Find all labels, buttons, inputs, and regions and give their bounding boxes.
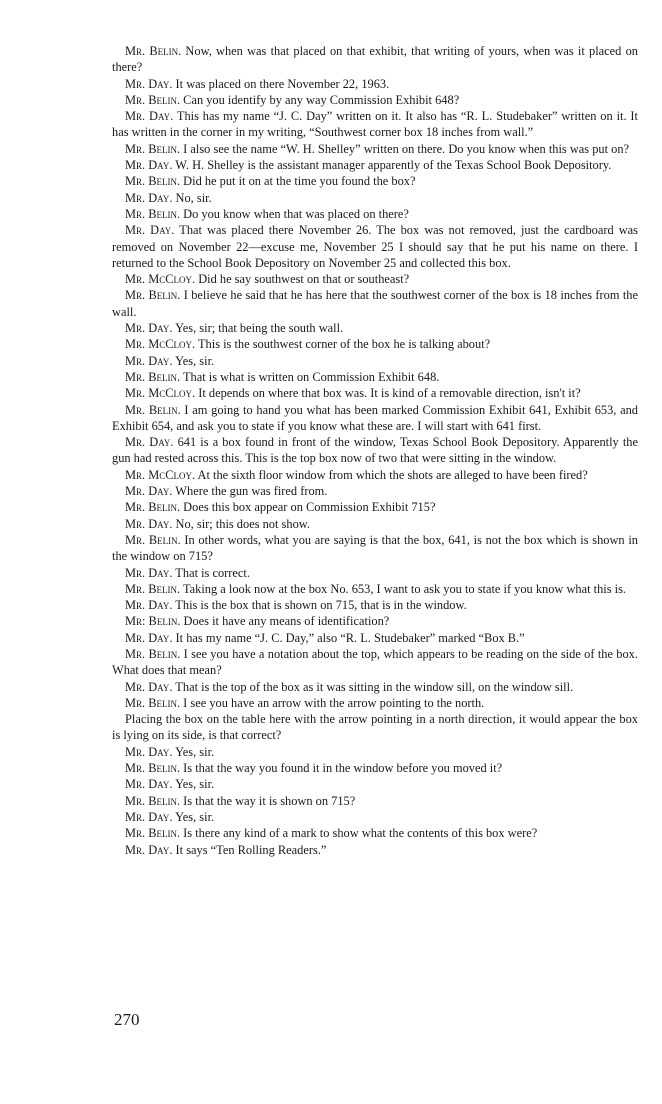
testimony-text: I am going to hand you what has been marked Commission Exhibit 641, Exhibit 653, and Exhibit 654, and ask you to state if you know what these are. I will start with 641 first. bbox=[112, 402, 638, 433]
transcript-paragraph bbox=[112, 613, 638, 629]
transcript-paragraph bbox=[112, 842, 638, 858]
transcript-paragraph bbox=[112, 206, 638, 222]
testimony-text: Did he put it on at the time you found the box? bbox=[180, 174, 416, 189]
transcript-paragraph bbox=[112, 402, 638, 435]
transcript-paragraph bbox=[112, 76, 638, 92]
testimony-text: Where the gun was fired from. bbox=[172, 484, 328, 499]
transcript-paragraph bbox=[112, 760, 638, 776]
transcript-paragraph bbox=[112, 434, 638, 467]
testimony-text: 641 is a box found in front of the window, Texas School Book Depository. Apparently the gun had rested across this. This is the top box now of two that were sitting in the window. bbox=[112, 435, 638, 466]
transcript-paragraph bbox=[112, 499, 638, 515]
speaker-name: Mr. Day. bbox=[125, 744, 173, 759]
transcript-paragraph bbox=[112, 776, 638, 792]
testimony-text: At the sixth floor window from which the shots are alleged to have been fired? bbox=[195, 467, 588, 482]
speaker-name: Mr. Belin. bbox=[125, 532, 181, 547]
speaker-name: Mr. Day. bbox=[125, 76, 173, 91]
speaker-name: Mr. Belin. bbox=[125, 402, 181, 417]
transcript-body bbox=[112, 43, 638, 858]
testimony-text: Is that the way it is shown on 715? bbox=[180, 793, 356, 808]
testimony-text: I see you have an arrow with the arrow pointing to the north. bbox=[180, 695, 485, 710]
speaker-name: Mr. Day. bbox=[125, 809, 173, 824]
testimony-text: This is the southwest corner of the box he is talking about? bbox=[195, 337, 491, 352]
testimony-text: Is there any kind of a mark to show what the contents of this box were? bbox=[180, 826, 538, 841]
speaker-name: Mr. McCloy. bbox=[125, 337, 196, 352]
speaker-name: Mr. Belin. bbox=[125, 793, 181, 808]
testimony-text: I also see the name “W. H. Shelley” written on there. Do you know when this was put on? bbox=[180, 141, 630, 156]
speaker-name: Mr. Day. bbox=[125, 190, 173, 205]
speaker-name: Mr. Belin. bbox=[125, 174, 181, 189]
testimony-text: That is what is written on Commission Exhibit 648. bbox=[180, 369, 440, 384]
transcript-paragraph bbox=[112, 222, 638, 271]
testimony-text: No, sir. bbox=[172, 190, 212, 205]
transcript-paragraph bbox=[112, 825, 638, 841]
speaker-name: Mr. Belin. bbox=[125, 500, 181, 515]
speaker-name: Mr. McCloy. bbox=[125, 272, 196, 287]
testimony-text: That is correct. bbox=[172, 565, 250, 580]
testimony-text: It has my name “J. C. Day,” also “R. L. Studebaker” marked “Box B.” bbox=[172, 630, 525, 645]
speaker-name: Mr. Day. bbox=[125, 109, 174, 124]
speaker-name: Mr. Belin. bbox=[125, 695, 181, 710]
testimony-text: That is the top of the box as it was sitting in the window sill, on the window sill. bbox=[172, 679, 574, 694]
transcript-paragraph bbox=[112, 630, 638, 646]
transcript-paragraph bbox=[112, 744, 638, 760]
speaker-name: Mr. Day. bbox=[125, 598, 173, 613]
speaker-name: Mr. Belin. bbox=[125, 288, 181, 303]
testimony-text: Placing the box on the table here with the arrow pointing in a north direction, it would appear the box is lying on its side, is that correct? bbox=[112, 712, 638, 743]
speaker-name: Mr. Day. bbox=[125, 223, 175, 238]
transcript-paragraph bbox=[112, 92, 638, 108]
testimony-text: Does this box appear on Commission Exhibit 715? bbox=[180, 500, 436, 515]
transcript-paragraph bbox=[112, 141, 638, 157]
testimony-text: It was placed on there November 22, 1963. bbox=[172, 76, 390, 91]
transcript-paragraph bbox=[112, 320, 638, 336]
testimony-text: This is the box that is shown on 715, that is in the window. bbox=[172, 598, 467, 613]
transcript-paragraph bbox=[112, 793, 638, 809]
speaker-name: Mr. Belin. bbox=[125, 92, 181, 107]
speaker-name: Mr. Belin. bbox=[125, 646, 181, 661]
testimony-text: In other words, what you are saying is that the box, 641, is not the box which is shown in the window on 715? bbox=[112, 532, 638, 564]
transcript-paragraph bbox=[112, 108, 638, 141]
testimony-text: W. H. Shelley is the assistant manager apparently of the Texas School Book Depository. bbox=[172, 158, 612, 173]
speaker-name: Mr. Day. bbox=[125, 630, 173, 645]
testimony-text: Taking a look now at the box No. 653, I want to ask you to state if you know what this is. bbox=[180, 581, 627, 596]
testimony-text: Is that the way you found it in the window before you moved it? bbox=[180, 761, 503, 776]
transcript-paragraph bbox=[112, 467, 638, 483]
transcript-paragraph bbox=[112, 679, 638, 695]
testimony-text: It depends on where that box was. It is kind of a removable direction, isn't it? bbox=[195, 386, 581, 401]
speaker-name: Mr. Day. bbox=[125, 565, 173, 580]
transcript-paragraph bbox=[112, 646, 638, 679]
speaker-name: Mr. Day. bbox=[125, 842, 173, 857]
speaker-name: Mr. Day. bbox=[125, 777, 173, 792]
speaker-name: Mr. Belin. bbox=[125, 206, 181, 221]
speaker-name: Mr. McCloy. bbox=[125, 386, 196, 401]
transcript-paragraph bbox=[112, 516, 638, 532]
speaker-name: Mr. Day. bbox=[125, 158, 173, 173]
testimony-text: I see you have a notation about the top, which appears to be reading on the side of the box. What does that mean? bbox=[112, 646, 638, 678]
testimony-text: That was placed there November 26. The box was not removed, just the cardboard was removed on November 22—excuse me, November 25 I should say that he put his name on there. I returned to the School Book Depository on November 25 and collected this box. bbox=[112, 223, 638, 270]
transcript-paragraph bbox=[112, 336, 638, 352]
speaker-name: Mr. Belin. bbox=[125, 581, 181, 596]
testimony-text: This has my name “J. C. Day” written on it. It also has “R. L. Studebaker” written on it. It has written in the corner in my writing, “Southwest corner box 18 inches from wall.” bbox=[112, 109, 638, 140]
speaker-name: Mr. Day. bbox=[125, 516, 173, 531]
transcript-paragraph bbox=[112, 532, 638, 565]
transcript-paragraph bbox=[112, 597, 638, 613]
transcript-paragraph bbox=[112, 809, 638, 825]
testimony-text: It says “Ten Rolling Readers.” bbox=[172, 842, 327, 857]
testimony-text: Yes, sir. bbox=[172, 777, 215, 792]
transcript-paragraph bbox=[112, 190, 638, 206]
speaker-name: Mr. Day. bbox=[125, 321, 173, 336]
transcript-paragraph bbox=[112, 173, 638, 189]
speaker-name: Mr. Belin. bbox=[125, 369, 181, 384]
speaker-name: Mr. Belin. bbox=[125, 761, 181, 776]
testimony-text: I believe he said that he has here that the southwest corner of the box is 18 inches from the wall. bbox=[112, 288, 638, 319]
speaker-name: Mr. McCloy. bbox=[125, 467, 196, 482]
speaker-name: Mr. Belin. bbox=[125, 141, 181, 156]
testimony-text: Did he say southwest on that or southeast? bbox=[195, 272, 410, 287]
transcript-paragraph bbox=[112, 157, 638, 173]
testimony-text: Now, when was that placed on that exhibit, that writing of yours, when was it placed on there? bbox=[112, 44, 638, 75]
speaker-name: Mr. Belin. bbox=[125, 44, 182, 58]
speaker-name: Mr. Day. bbox=[125, 679, 173, 694]
transcript-paragraph bbox=[112, 565, 638, 581]
speaker-name: Mr. Day. bbox=[125, 353, 173, 368]
speaker-name: Mr. Belin. bbox=[125, 826, 181, 841]
testimony-text: Yes, sir; that being the south wall. bbox=[172, 321, 344, 336]
speaker-name: Mr: Belin. bbox=[125, 614, 181, 629]
transcript-paragraph bbox=[112, 483, 638, 499]
page-number: 270 bbox=[114, 1010, 140, 1029]
testimony-text: Yes, sir. bbox=[172, 353, 215, 368]
testimony-text: Yes, sir. bbox=[172, 809, 215, 824]
transcript-paragraph bbox=[112, 385, 638, 401]
transcript-paragraph bbox=[112, 287, 638, 320]
transcript-paragraph bbox=[112, 581, 638, 597]
transcript-paragraph bbox=[112, 711, 638, 744]
transcript-paragraph bbox=[112, 353, 638, 369]
testimony-text: Can you identify by any way Commission Exhibit 648? bbox=[180, 92, 460, 107]
testimony-text: No, sir; this does not show. bbox=[172, 516, 310, 531]
testimony-text: Do you know when that was placed on there? bbox=[180, 206, 409, 221]
transcript-paragraph bbox=[112, 695, 638, 711]
transcript-paragraph bbox=[112, 43, 638, 76]
speaker-name: Mr. Day. bbox=[125, 435, 174, 450]
transcript-paragraph bbox=[112, 369, 638, 385]
testimony-text: Does it have any means of identification? bbox=[180, 614, 390, 629]
testimony-text: Yes, sir. bbox=[172, 744, 215, 759]
speaker-name: Mr. Day. bbox=[125, 484, 173, 499]
transcript-paragraph bbox=[112, 271, 638, 287]
